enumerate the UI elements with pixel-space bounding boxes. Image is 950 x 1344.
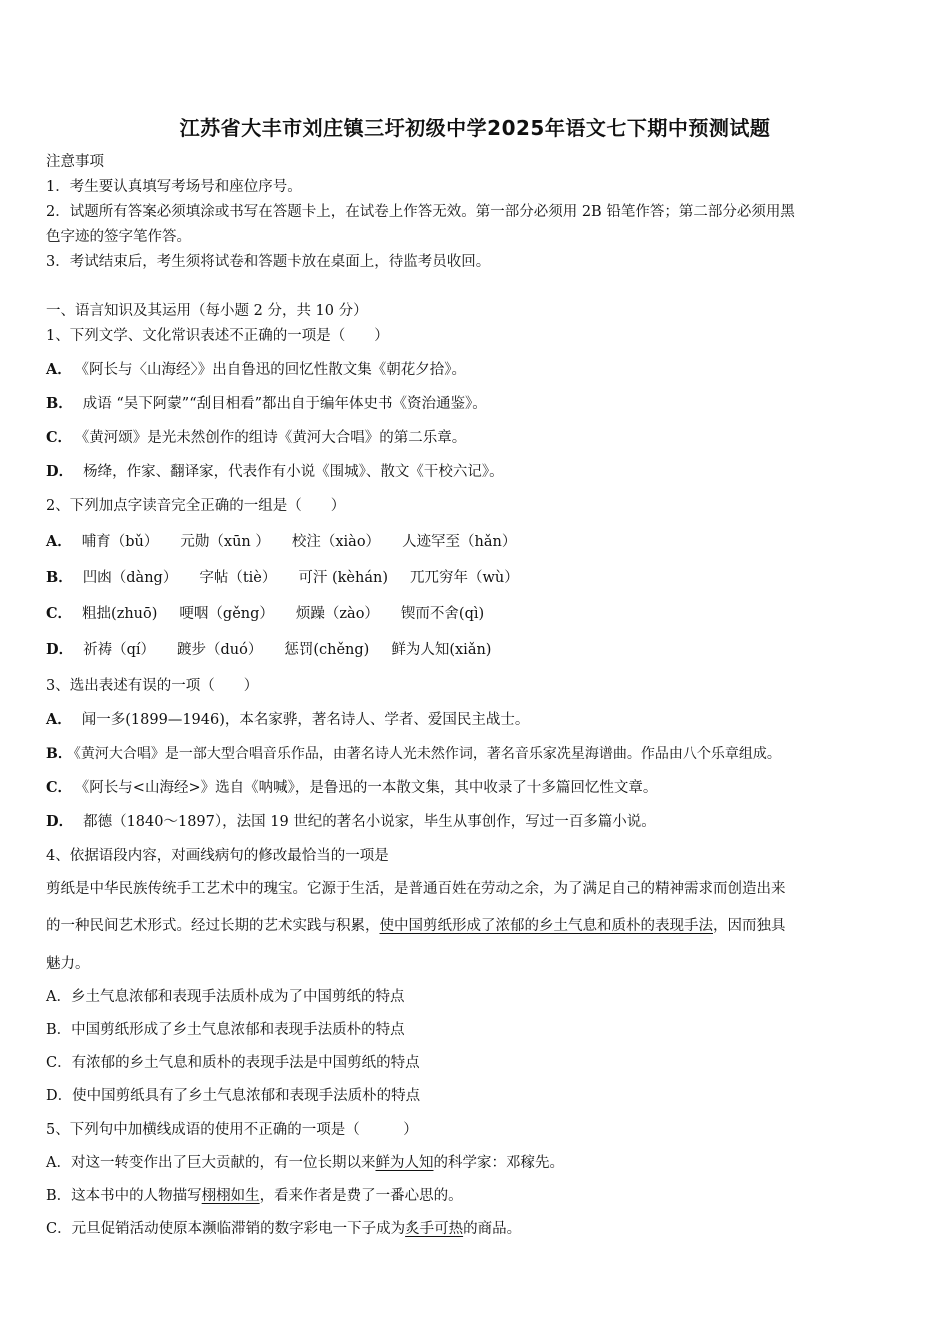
pinyin-item: 烦躁（zào） (295, 606, 379, 622)
pinyin-item: 哽咽（gěng） (179, 606, 274, 622)
section-heading: 一、语言知识及其运用（每小题 2 分，共 10 分） (46, 303, 368, 319)
option-text: 的商品。 (463, 1221, 522, 1237)
question-stem: 3、选出表述有误的一项（ ） (46, 678, 259, 694)
pinyin-item: 粗拙(zhuō) (82, 606, 158, 622)
option-a (46, 1153, 906, 1173)
question-stem: 1、下列文学、文化常识表述不正确的一项是（ ） (46, 328, 389, 344)
option-text: 闻一多(1899—1946)，本名家骅，著名诗人、学者、爱国民主战士。 (81, 712, 530, 728)
passage-text: 的一种民间艺术形式。经过长期的艺术实践与积累， (46, 918, 380, 934)
notice-item: 3．考试结束后，考生须将试卷和答题卡放在桌面上，待监考员收回。 (46, 254, 491, 270)
option-b: B． 《黄河大合唱》是一部大型合唱音乐作品，由著名诗人光未然作词，著名音乐家冼星海谱曲。作品由八个乐章组成。 (46, 746, 781, 762)
option-text: 成语 “吴下阿蒙”“刮目相看”都出自于编年体史书《资治通鉴》。 (82, 396, 487, 412)
pinyin-item: 鲜为人知(xiǎn) (391, 642, 492, 658)
option-text: 《阿长与〈山海经〉》出自鲁迅的回忆性散文集《朝花夕拾》。 (81, 362, 467, 378)
question-stem: 4、依据语段内容，对画线病句的修改最恰当的一项是 (46, 848, 389, 864)
option-text: 《阿长与<山海经>》选自《呐喊》，是鲁迅的一本散文集，其中收录了十多篇回忆性文章。 (82, 780, 658, 796)
option-text: 杨绛，作家、翻译家，代表作有小说《围城》、散文《干校六记》。 (83, 464, 504, 480)
option-d: D． 祈祷（qí） 踱步（duó） 惩罚(chěng) 鲜为人知(xiǎn) (46, 641, 492, 658)
passage-line: 魅力。 (46, 956, 90, 972)
option-c (46, 1219, 906, 1239)
option-text: ，看来作者是费了一番心思的。 (259, 1188, 463, 1204)
pinyin-item: 校注（xiào） (291, 534, 381, 550)
pinyin-item: 祈祷（qí） (83, 642, 155, 658)
passage-line: 剪纸是中华民族传统手工艺术中的瑰宝。它源于生活，是普通百姓在劳动之余，为了满足自己的精神需求而创造出来 (46, 881, 786, 897)
pinyin-item: 哺育（bǔ） (81, 534, 159, 550)
passage-text: ，因而独具 (713, 918, 786, 934)
option-d: D． 都德（1840～1897），法国 19 世纪的著名小说家，毕生从事创作，写过一百多篇小说。 (46, 813, 656, 830)
option-c: C． 粗拙(zhuō) 哽咽（gěng） 烦躁（zào） 锲而不舍(qì) (46, 605, 485, 622)
option-text: 的科学家：邓稼先。 (433, 1155, 564, 1171)
notice-item: 1．考生要认真填写考场号和座位序号。 (46, 179, 302, 195)
option-text: B．这本书中的人物描写 (46, 1188, 202, 1204)
underlined-idiom: 栩栩如生 (201, 1188, 260, 1204)
option-b: B． 成语 “吴下阿蒙”“刮目相看”都出自于编年体史书《资治通鉴》。 (46, 395, 487, 412)
pinyin-item: 兀兀穷年（wù） (410, 570, 519, 586)
option-a: A． 哺育（bǔ） 元勋（xūn ） 校注（xiào） 人迹罕至（hǎn） (46, 533, 517, 550)
option-c: C．有浓郁的乡土气息和质朴的表现手法是中国剪纸的特点 (46, 1055, 420, 1071)
option-text: 都德（1840～1897），法国 19 世纪的著名小说家，毕生从事创作，写过一百多篇小说。 (83, 814, 656, 830)
pinyin-item: 人迹罕至（hǎn） (402, 534, 517, 550)
option-c: C． 《阿长与<山海经>》选自《呐喊》，是鲁迅的一本散文集，其中收录了十多篇回忆性文章。 (46, 779, 658, 796)
option-text: 《黄河颂》是光未然创作的组诗《黄河大合唱》的第二乐章。 (82, 430, 467, 446)
option-d: D． 杨绛，作家、翻译家，代表作有小说《围城》、散文《干校六记》。 (46, 463, 504, 480)
pinyin-item: 凹凼（dàng） (82, 570, 178, 586)
option-b: B． 凹凼（dàng） 字帖（tiè） 可汗 (kèhán) 兀兀穷年（wù） (46, 569, 519, 586)
option-d: D．使中国剪纸具有了乡土气息浓郁和表现手法质朴的特点 (46, 1088, 421, 1104)
notice-item: 色字迹的签字笔作答。 (46, 229, 191, 245)
page-title: 江苏省大丰市刘庄镇三圩初级中学2025年语文七下期中预测试题 (179, 116, 771, 140)
question-stem: 5、下列句中加横线成语的使用不正确的一项是（ ） (46, 1122, 418, 1138)
underlined-idiom: 炙手可热 (405, 1221, 464, 1237)
pinyin-item: 惩罚(chěng) (284, 642, 370, 658)
underlined-sentence: 使中国剪纸形成了浓郁的乡土气息和质朴的表现手法 (379, 918, 713, 934)
passage-line (46, 916, 906, 936)
option-text: 《黄河大合唱》是一部大型合唱音乐作品，由著名诗人光未然作词，著名音乐家冼星海谱曲。作品由八个乐章组成。 (73, 746, 781, 762)
option-c: C． 《黄河颂》是光未然创作的组诗《黄河大合唱》的第二乐章。 (46, 429, 467, 446)
pinyin-item: 可汗 (kèhán) (298, 570, 388, 586)
option-text: A．对这一转变作出了巨大贡献的，有一位长期以来 (46, 1155, 376, 1171)
option-a: A． 闻一多(1899—1946)，本名家骅，著名诗人、学者、爱国民主战士。 (46, 711, 530, 728)
pinyin-item: 字帖（tiè） (199, 570, 277, 586)
pinyin-item: 踱步（duó） (177, 642, 263, 658)
option-a: A． 《阿长与〈山海经〉》出自鲁迅的回忆性散文集《朝花夕拾》。 (46, 361, 467, 378)
pinyin-item: 锲而不舍(qì) (400, 606, 485, 622)
option-a: A．乡土气息浓郁和表现手法质朴成为了中国剪纸的特点 (46, 989, 405, 1005)
question-stem: 2、下列加点字读音完全正确的一组是（ ） (46, 498, 346, 514)
option-b (46, 1186, 906, 1206)
pinyin-item: 元勋（xūn ） (180, 534, 270, 550)
underlined-idiom: 鲜为人知 (375, 1155, 434, 1171)
option-b: B．中国剪纸形成了乡土气息浓郁和表现手法质朴的特点 (46, 1022, 405, 1038)
option-text: C．元旦促销活动使原本濒临滞销的数字彩电一下子成为 (46, 1221, 406, 1237)
notice-item: 2．试题所有答案必须填涂或书写在答题卡上，在试卷上作答无效。第一部分必须用 2B 铅笔作答；第二部分必须用黑 (46, 204, 795, 220)
notice-heading: 注意事项 (46, 154, 104, 170)
